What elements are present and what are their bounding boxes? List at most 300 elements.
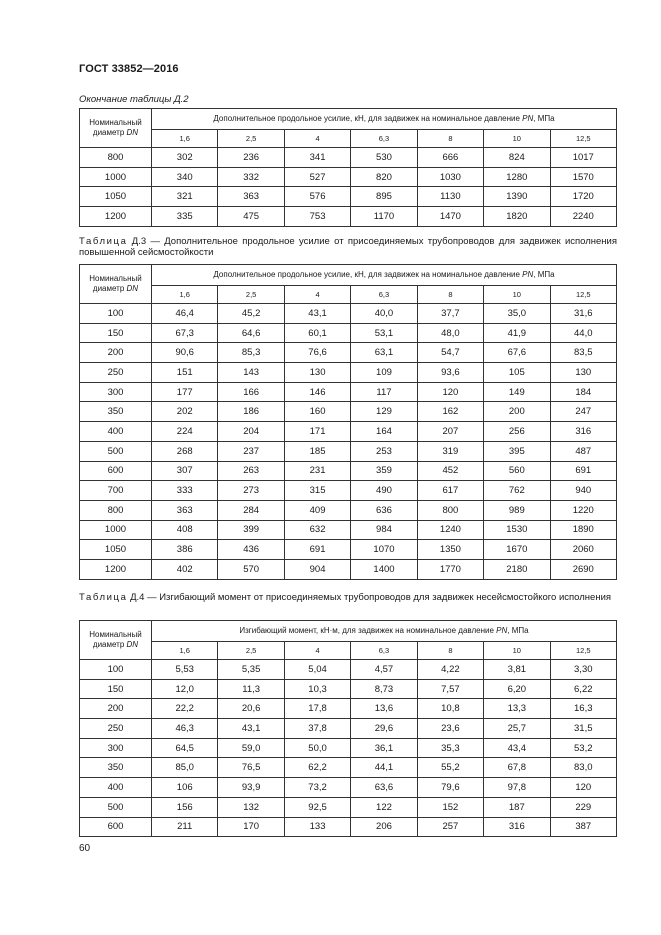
dn-label: Номинальный: [89, 630, 142, 639]
value-cell: 5,04: [284, 660, 350, 680]
dn-cell: 1200: [80, 207, 152, 227]
value-cell: 6,20: [484, 679, 550, 699]
value-cell: 7,57: [417, 679, 483, 699]
pn-value: 1,6: [152, 129, 218, 147]
value-cell: 4,57: [351, 660, 417, 680]
value-cell: 632: [284, 520, 350, 540]
value-cell: 6,22: [550, 679, 616, 699]
value-cell: 527: [284, 167, 350, 187]
value-cell: 1240: [417, 520, 483, 540]
value-cell: 1070: [351, 540, 417, 560]
value-cell: 73,2: [284, 778, 350, 798]
value-cell: 5,53: [152, 660, 218, 680]
table-body: [80, 148, 617, 227]
value-cell: 315: [284, 481, 350, 501]
table-row: [80, 422, 617, 442]
dn-label: диаметр: [92, 284, 125, 293]
value-cell: 64,6: [218, 323, 284, 343]
dn-symbol: DN: [126, 284, 139, 293]
value-cell: 177: [152, 382, 218, 402]
value-cell: 302: [152, 148, 218, 168]
table-row: [80, 817, 617, 837]
value-cell: 268: [152, 441, 218, 461]
dn-cell: 350: [80, 402, 152, 422]
value-cell: 363: [152, 500, 218, 520]
value-cell: 316: [550, 422, 616, 442]
value-cell: 117: [351, 382, 417, 402]
value-cell: 1470: [417, 207, 483, 227]
value-cell: 1400: [351, 559, 417, 579]
pn-value: 6,3: [351, 641, 417, 659]
dn-cell: 500: [80, 797, 152, 817]
dn-header: [80, 265, 152, 304]
table-row: [80, 402, 617, 422]
value-cell: 1890: [550, 520, 616, 540]
dn-cell: 150: [80, 679, 152, 699]
table-d4-caption: [79, 592, 617, 603]
value-cell: 237: [218, 441, 284, 461]
value-cell: 53,1: [351, 323, 417, 343]
value-cell: 149: [484, 382, 550, 402]
value-cell: 37,7: [417, 304, 483, 324]
pn-value: 4: [284, 641, 350, 659]
value-cell: 36,1: [351, 738, 417, 758]
pn-value: 10: [484, 129, 550, 147]
dn-cell: 250: [80, 719, 152, 739]
value-cell: 50,0: [284, 738, 350, 758]
value-cell: 105: [484, 363, 550, 383]
value-cell: 402: [152, 559, 218, 579]
dn-cell: 600: [80, 817, 152, 837]
table-d4: [79, 620, 617, 837]
dn-cell: 100: [80, 660, 152, 680]
pn-value: 12,5: [550, 641, 616, 659]
value-cell: 106: [152, 778, 218, 798]
value-cell: 156: [152, 797, 218, 817]
value-cell: 62,2: [284, 758, 350, 778]
dn-cell: 250: [80, 363, 152, 383]
table-row: [80, 540, 617, 560]
dn-cell: 200: [80, 699, 152, 719]
pn-value: 8: [417, 285, 483, 303]
value-cell: 63,6: [351, 778, 417, 798]
pn-value: 10: [484, 285, 550, 303]
pn-unit: , МПа: [533, 114, 555, 124]
value-cell: 46,4: [152, 304, 218, 324]
value-cell: 185: [284, 441, 350, 461]
value-cell: 570: [218, 559, 284, 579]
dn-label: диаметр: [92, 640, 125, 649]
value-cell: 321: [152, 187, 218, 207]
table-d2-caption: [79, 94, 189, 105]
dn-cell: 1200: [80, 559, 152, 579]
value-cell: 363: [218, 187, 284, 207]
pn-row: [80, 129, 617, 147]
value-cell: 79,6: [417, 778, 483, 798]
value-cell: 824: [484, 148, 550, 168]
dn-label: Номинальный: [89, 274, 142, 283]
value-cell: 387: [550, 817, 616, 837]
pn-row: [80, 641, 617, 659]
value-cell: 92,5: [284, 797, 350, 817]
value-cell: 8,73: [351, 679, 417, 699]
table-row: [80, 382, 617, 402]
dn-cell: 300: [80, 382, 152, 402]
value-cell: 67,8: [484, 758, 550, 778]
pn-value: 12,5: [550, 285, 616, 303]
value-cell: 452: [417, 461, 483, 481]
pn-unit: , МПа: [507, 626, 529, 636]
value-cell: 25,7: [484, 719, 550, 739]
dn-symbol: DN: [126, 640, 139, 649]
table-row: [80, 719, 617, 739]
value-cell: 44,1: [351, 758, 417, 778]
value-cell: 35,3: [417, 738, 483, 758]
value-cell: 253: [351, 441, 417, 461]
value-cell: 160: [284, 402, 350, 422]
value-cell: 211: [152, 817, 218, 837]
dn-cell: 150: [80, 323, 152, 343]
value-cell: 76,5: [218, 758, 284, 778]
table-row: [80, 520, 617, 540]
value-cell: 530: [351, 148, 417, 168]
value-cell: 691: [550, 461, 616, 481]
pn-row: [80, 285, 617, 303]
table-row: [80, 758, 617, 778]
dn-cell: 350: [80, 758, 152, 778]
value-cell: 340: [152, 167, 218, 187]
value-cell: 53,2: [550, 738, 616, 758]
value-cell: 1220: [550, 500, 616, 520]
pn-value: 10: [484, 641, 550, 659]
value-cell: 93,6: [417, 363, 483, 383]
table-d3-caption: [79, 236, 617, 258]
value-cell: 2180: [484, 559, 550, 579]
dn-cell: 400: [80, 422, 152, 442]
page-number: 60: [79, 843, 91, 854]
value-cell: 399: [218, 520, 284, 540]
value-cell: 1390: [484, 187, 550, 207]
value-cell: 152: [417, 797, 483, 817]
table-row: [80, 481, 617, 501]
value-cell: 5,35: [218, 660, 284, 680]
value-cell: 10,8: [417, 699, 483, 719]
value-cell: 29,6: [351, 719, 417, 739]
value-cell: 85,0: [152, 758, 218, 778]
caption-text: Окончание таблицы Д.2: [79, 94, 189, 105]
value-cell: 132: [218, 797, 284, 817]
value-cell: 316: [484, 817, 550, 837]
pn-value: 2,5: [218, 129, 284, 147]
pn-value: 1,6: [152, 641, 218, 659]
dn-symbol: DN: [126, 128, 139, 137]
dn-cell: 1050: [80, 187, 152, 207]
table-row: [80, 679, 617, 699]
table-row: [80, 699, 617, 719]
value-cell: 41,9: [484, 323, 550, 343]
value-cell: 67,6: [484, 343, 550, 363]
value-cell: 83,0: [550, 758, 616, 778]
table-row: [80, 660, 617, 680]
table-row: [80, 187, 617, 207]
value-cell: 109: [351, 363, 417, 383]
value-cell: 386: [152, 540, 218, 560]
value-cell: 206: [351, 817, 417, 837]
value-cell: 67,3: [152, 323, 218, 343]
dn-cell: 600: [80, 461, 152, 481]
table-row: [80, 167, 617, 187]
value-cell: 409: [284, 500, 350, 520]
value-cell: 1030: [417, 167, 483, 187]
value-cell: 207: [417, 422, 483, 442]
caption-label: Таблица: [79, 236, 128, 247]
value-cell: 560: [484, 461, 550, 481]
value-cell: 64,5: [152, 738, 218, 758]
pn-symbol: PN: [522, 114, 534, 124]
table-row: [80, 323, 617, 343]
value-cell: 475: [218, 207, 284, 227]
value-cell: 236: [218, 148, 284, 168]
value-cell: 200: [484, 402, 550, 422]
value-cell: 3,81: [484, 660, 550, 680]
value-cell: 187: [484, 797, 550, 817]
value-cell: 202: [152, 402, 218, 422]
table-row: [80, 797, 617, 817]
value-cell: 284: [218, 500, 284, 520]
value-cell: 13,6: [351, 699, 417, 719]
dn-cell: 700: [80, 481, 152, 501]
value-cell: 257: [417, 817, 483, 837]
value-cell: 13,3: [484, 699, 550, 719]
value-cell: 263: [218, 461, 284, 481]
dn-cell: 800: [80, 148, 152, 168]
dn-cell: 100: [80, 304, 152, 324]
value-cell: 753: [284, 207, 350, 227]
value-cell: 54,7: [417, 343, 483, 363]
value-cell: 162: [417, 402, 483, 422]
table-row: [80, 500, 617, 520]
value-cell: 151: [152, 363, 218, 383]
document-header: ГОСТ 33852—2016: [79, 63, 179, 75]
value-cell: 37,8: [284, 719, 350, 739]
value-cell: 31,6: [550, 304, 616, 324]
pn-value: 12,5: [550, 129, 616, 147]
value-cell: 395: [484, 441, 550, 461]
table-row: [80, 207, 617, 227]
pn-symbol: PN: [496, 626, 508, 636]
value-cell: 820: [351, 167, 417, 187]
span-header: [152, 109, 617, 130]
value-cell: 256: [484, 422, 550, 442]
value-cell: 4,22: [417, 660, 483, 680]
value-cell: 166: [218, 382, 284, 402]
value-cell: 17,8: [284, 699, 350, 719]
caption-label: Таблица: [79, 592, 128, 603]
value-cell: 487: [550, 441, 616, 461]
value-cell: 1570: [550, 167, 616, 187]
value-cell: 666: [417, 148, 483, 168]
table-row: [80, 304, 617, 324]
value-cell: 984: [351, 520, 417, 540]
table-row: [80, 778, 617, 798]
table-row: [80, 461, 617, 481]
value-cell: 60,1: [284, 323, 350, 343]
value-cell: 229: [550, 797, 616, 817]
value-cell: 2240: [550, 207, 616, 227]
value-cell: 1670: [484, 540, 550, 560]
value-cell: 129: [351, 402, 417, 422]
dn-header: [80, 109, 152, 148]
dn-cell: 500: [80, 441, 152, 461]
pn-unit: , МПа: [533, 270, 555, 280]
value-cell: 1017: [550, 148, 616, 168]
value-cell: 335: [152, 207, 218, 227]
value-cell: 691: [284, 540, 350, 560]
value-cell: 2060: [550, 540, 616, 560]
value-cell: 46,3: [152, 719, 218, 739]
value-cell: 120: [417, 382, 483, 402]
dn-cell: 200: [80, 343, 152, 363]
value-cell: 85,3: [218, 343, 284, 363]
dn-cell: 800: [80, 500, 152, 520]
pn-value: 6,3: [351, 285, 417, 303]
table-d2: [79, 108, 617, 227]
span-header: [152, 265, 617, 286]
table-row: [80, 559, 617, 579]
dn-header: [80, 621, 152, 660]
pn-symbol: PN: [522, 270, 534, 280]
pn-value: 2,5: [218, 285, 284, 303]
value-cell: 359: [351, 461, 417, 481]
value-cell: 10,3: [284, 679, 350, 699]
value-cell: 617: [417, 481, 483, 501]
table-row: [80, 148, 617, 168]
value-cell: 895: [351, 187, 417, 207]
value-cell: 490: [351, 481, 417, 501]
value-cell: 2690: [550, 559, 616, 579]
table-row: [80, 441, 617, 461]
value-cell: 11,3: [218, 679, 284, 699]
value-cell: 170: [218, 817, 284, 837]
value-cell: 333: [152, 481, 218, 501]
value-cell: 1820: [484, 207, 550, 227]
caption-text: Д.4 — Изгибающий момент от присоединяемых трубопроводов для задвижек несейсмостойкого исполнения: [130, 592, 612, 603]
value-cell: 130: [284, 363, 350, 383]
table-row: [80, 738, 617, 758]
value-cell: 184: [550, 382, 616, 402]
dn-cell: 1000: [80, 167, 152, 187]
value-cell: 63,1: [351, 343, 417, 363]
table-d3: [79, 264, 617, 580]
value-cell: 40,0: [351, 304, 417, 324]
value-cell: 341: [284, 148, 350, 168]
span-label: Дополнительное продольное усилие, кН, для задвижек на номинальное давление: [213, 114, 520, 124]
value-cell: 989: [484, 500, 550, 520]
pn-value: 4: [284, 129, 350, 147]
value-cell: 83,5: [550, 343, 616, 363]
value-cell: 122: [351, 797, 417, 817]
value-cell: 43,1: [218, 719, 284, 739]
dn-cell: 300: [80, 738, 152, 758]
value-cell: 408: [152, 520, 218, 540]
pn-value: 1,6: [152, 285, 218, 303]
value-cell: 1130: [417, 187, 483, 207]
value-cell: 97,8: [484, 778, 550, 798]
pn-value: 2,5: [218, 641, 284, 659]
value-cell: 904: [284, 559, 350, 579]
span-label: Дополнительное продольное усилие, кН, для задвижек на номинальное давление: [213, 270, 520, 280]
value-cell: 93,9: [218, 778, 284, 798]
value-cell: 273: [218, 481, 284, 501]
value-cell: 576: [284, 187, 350, 207]
value-cell: 20,6: [218, 699, 284, 719]
value-cell: 1530: [484, 520, 550, 540]
value-cell: 76,6: [284, 343, 350, 363]
value-cell: 12,0: [152, 679, 218, 699]
value-cell: 43,1: [284, 304, 350, 324]
value-cell: 45,2: [218, 304, 284, 324]
value-cell: 16,3: [550, 699, 616, 719]
value-cell: 171: [284, 422, 350, 442]
value-cell: 1720: [550, 187, 616, 207]
value-cell: 1350: [417, 540, 483, 560]
value-cell: 247: [550, 402, 616, 422]
value-cell: 186: [218, 402, 284, 422]
value-cell: 940: [550, 481, 616, 501]
value-cell: 48,0: [417, 323, 483, 343]
pn-value: 4: [284, 285, 350, 303]
value-cell: 143: [218, 363, 284, 383]
pn-value: 8: [417, 129, 483, 147]
value-cell: 3,30: [550, 660, 616, 680]
value-cell: 1280: [484, 167, 550, 187]
value-cell: 436: [218, 540, 284, 560]
dn-cell: 1050: [80, 540, 152, 560]
table-body: [80, 304, 617, 580]
table-body: [80, 660, 617, 837]
value-cell: 1770: [417, 559, 483, 579]
value-cell: 1170: [351, 207, 417, 227]
value-cell: 44,0: [550, 323, 616, 343]
dn-label: Номинальный: [89, 118, 142, 127]
value-cell: 332: [218, 167, 284, 187]
table-row: [80, 363, 617, 383]
dn-label: диаметр: [92, 128, 125, 137]
caption-text: Д.3 — Дополнительное продольное усилие от присоединяемых трубопроводов для задвижек исполнения повышенной сейсмостойкости: [79, 236, 618, 258]
value-cell: 224: [152, 422, 218, 442]
value-cell: 146: [284, 382, 350, 402]
pn-value: 6,3: [351, 129, 417, 147]
value-cell: 164: [351, 422, 417, 442]
value-cell: 130: [550, 363, 616, 383]
value-cell: 43,4: [484, 738, 550, 758]
value-cell: 120: [550, 778, 616, 798]
value-cell: 319: [417, 441, 483, 461]
dn-cell: 400: [80, 778, 152, 798]
value-cell: 55,2: [417, 758, 483, 778]
value-cell: 22,2: [152, 699, 218, 719]
value-cell: 23,6: [417, 719, 483, 739]
dn-cell: 1000: [80, 520, 152, 540]
value-cell: 636: [351, 500, 417, 520]
span-label: Изгибающий момент, кН·м, для задвижек на номинальное давление: [239, 626, 494, 636]
span-header: [152, 621, 617, 642]
pn-value: 8: [417, 641, 483, 659]
value-cell: 133: [284, 817, 350, 837]
value-cell: 762: [484, 481, 550, 501]
value-cell: 35,0: [484, 304, 550, 324]
value-cell: 204: [218, 422, 284, 442]
